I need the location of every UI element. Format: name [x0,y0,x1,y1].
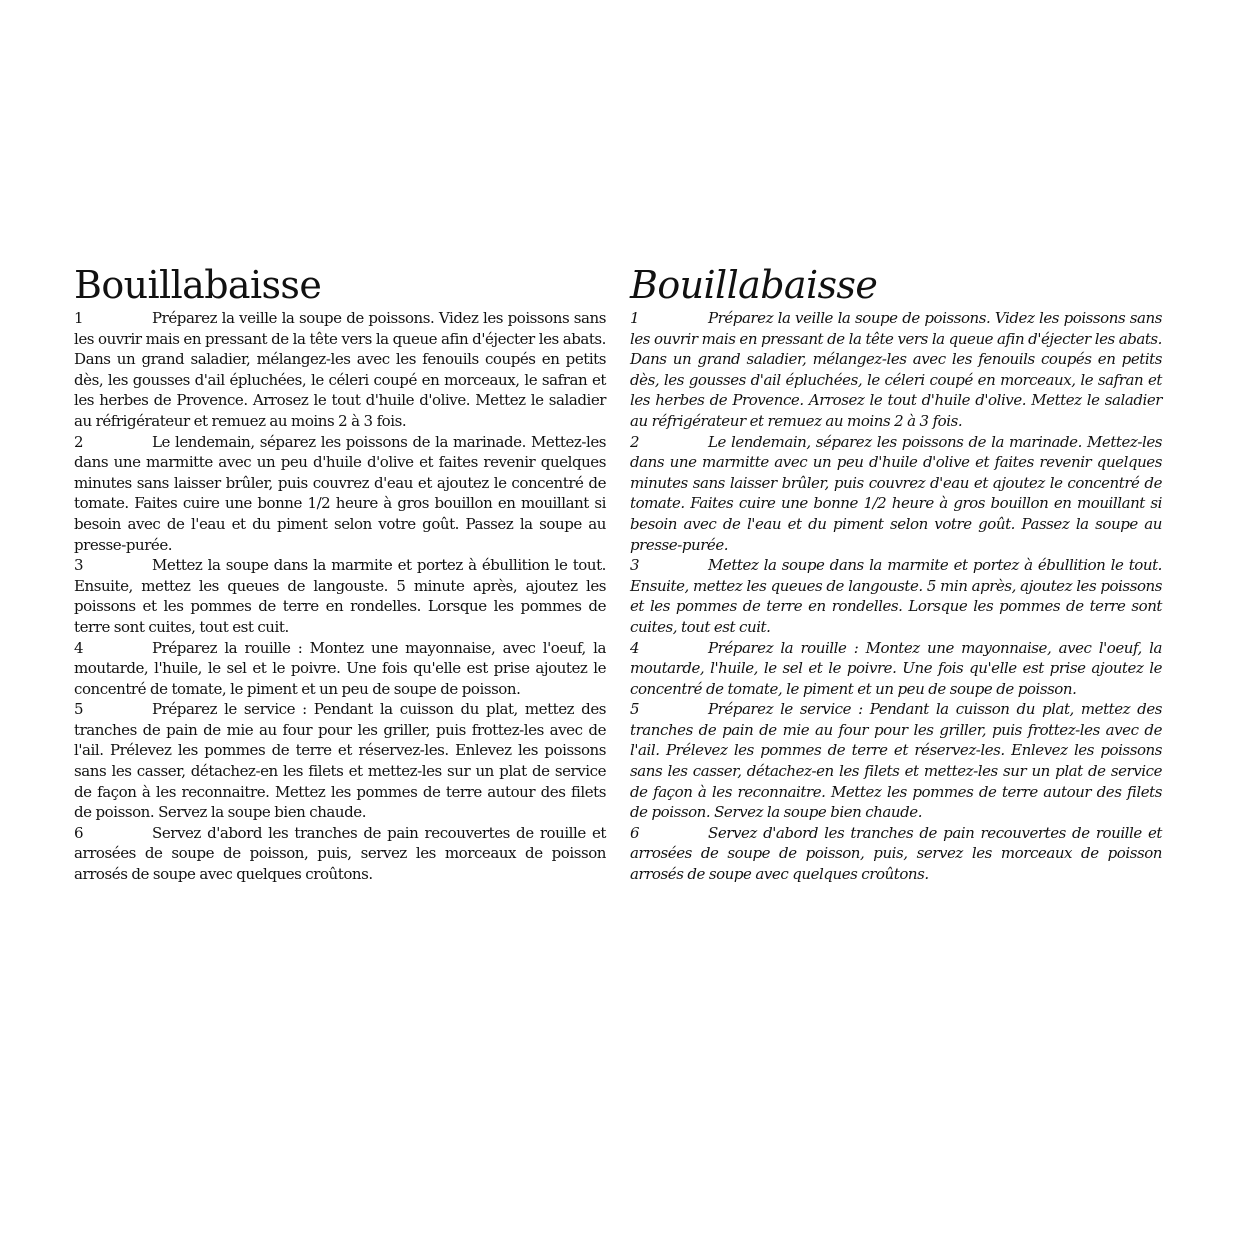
recipe-step [74,432,606,556]
step-text: Servez d'abord les tranches de pain recouvertes de rouille et arrosées de soupe de poisson, puis, servez les morceaux de poisson arrosés de soupe avec quelques croûtons. [74,823,606,884]
step-text: Préparez le service : Pendant la cuisson du plat, mettez des tranches de pain de mie au four pour les griller, puis frottez-les avec de l'ail. Prélevez les pommes de terre et réservez-les. Enlevez les poissons sans les casser, détachez-en les filets et mettez-les sur un plat de service de façon à les reconnaitre. Mettez les pommes de terre autour des filets de poisson. Servez la soupe bien chaude. [74,700,606,822]
recipe-step [630,308,1162,432]
recipe-column-regular [74,262,606,885]
step-text: Le lendemain, séparez les poissons de la marinade. Mettez-les dans une marmitte avec un peu d'huile d'olive et faites revenir quelques minutes sans laisser brûler, puis couvrez d'eau et ajoutez le concentré de tomate. Faites cuire une bonne 1/2 heure à gros bouillon en mouillant si besoin avec de l'eau et du piment selon votre goût. Passez la soupe au presse-purée. [630,432,1162,554]
step-number: 2 [74,432,84,451]
step-text: Mettez la soupe dans la marmite et portez à ébullition le tout. Ensuite, mettez les queues de langouste. 5 min après, ajoutez les poissons et les pommes de terre en rondelles. Lorsque les pommes de terre sont cuites, tout est cuit. [630,556,1162,636]
recipe-title: Bouillabaisse [630,263,878,307]
step-number: 1 [630,309,640,327]
step-text: Préparez la veille la soupe de poissons. Videz les poissons sans les ouvrir mais en pressant de la tête vers la queue afin d'éjecter les abats. Dans un grand saladier, mélangez-les avec les fenouils coupés en petits dès, les gousses d'ail épluchées, le céleri coupé en morceaux, le safran et les herbes de Provence. Arrosez le tout d'huile d'olive. Mettez le saladier au réfrigérateur et remuez au moins 2 à 3 fois. [74,309,606,430]
step-number: 3 [74,556,84,575]
step-text: Préparez le service : Pendant la cuisson du plat, mettez des tranches de pain de mie au four pour les griller, puis frottez-les avec de l'ail. Prélevez les pommes de terre et réservez-les. Enlevez les poissons sans les casser, détachez-en les filets et mettez-les sur un plat de service de façon à les reconnaitre. Mettez les pommes de terre autour des filets de poisson. Servez la soupe bien chaude. [630,700,1162,822]
step-text: Le lendemain, séparez les poissons de la marinade. Mettez-les dans une marmitte avec un peu d'huile d'olive et faites revenir quelques minutes sans laisser brûler, puis couvrez d'eau et ajoutez le concentré de tomate. Faites cuire une bonne 1/2 heure à gros bouillon en mouillant si besoin avec de l'eau et du piment selon votre goût. Passez la soupe au presse-purée. [74,432,606,554]
recipe-step [630,432,1162,556]
step-number: 6 [630,823,640,842]
recipe-column-italic [630,262,1162,885]
step-number: 4 [74,638,84,657]
recipe-step [630,699,1162,823]
step-number: 2 [630,432,640,451]
recipe-step [630,638,1162,700]
recipe-step [74,555,606,637]
step-text: Préparez la veille la soupe de poissons. Videz les poissons sans les ouvrir mais en pressant de la tête vers la queue afin d'éjecter les abats. Dans un grand saladier, mélangez-les avec les fenouils coupés en petits dès, les gousses d'ail épluchées, le céleri coupé en morceaux, le safran et les herbes de Provence. Arrosez le tout d'huile d'olive. Mettez le saladier au réfrigérateur et remuez au moins 2 à 3 fois. [630,309,1162,430]
step-number: 5 [74,700,84,719]
step-text: Préparez la rouille : Montez une mayonnaise, avec l'oeuf, la moutarde, l'huile, le sel et le poivre. Une fois qu'elle est prise ajoutez le concentré de tomate, le piment et un peu de soupe de poisson. [630,638,1162,698]
recipe-step [74,308,606,432]
step-number: 3 [630,556,640,575]
step-text: Servez d'abord les tranches de pain recouvertes de rouille et arrosées de soupe de poisson, puis, servez les morceaux de poisson arrosés de soupe avec quelques croûtons. [630,823,1162,884]
step-text: Préparez la rouille : Montez une mayonnaise, avec l'oeuf, la moutarde, l'huile, le sel et le poivre. Une fois qu'elle est prise ajoutez le concentré de tomate, le piment et un peu de soupe de poisson. [74,638,606,698]
step-number: 5 [630,700,640,719]
step-text: Mettez la soupe dans la marmite et portez à ébullition le tout. Ensuite, mettez les queues de langouste. 5 minute après, ajoutez les poissons et les pommes de terre en rondelles. Lorsque les pommes de terre sont cuites, tout est cuit. [74,556,606,636]
step-number: 4 [630,638,640,657]
recipe-step [74,699,606,823]
recipe-step [74,823,606,885]
recipe-step [630,823,1162,885]
step-number: 6 [74,823,84,842]
recipe-step [630,555,1162,637]
recipe-title: Bouillabaisse [74,263,322,307]
recipe-step [74,638,606,700]
step-number: 1 [74,309,84,327]
